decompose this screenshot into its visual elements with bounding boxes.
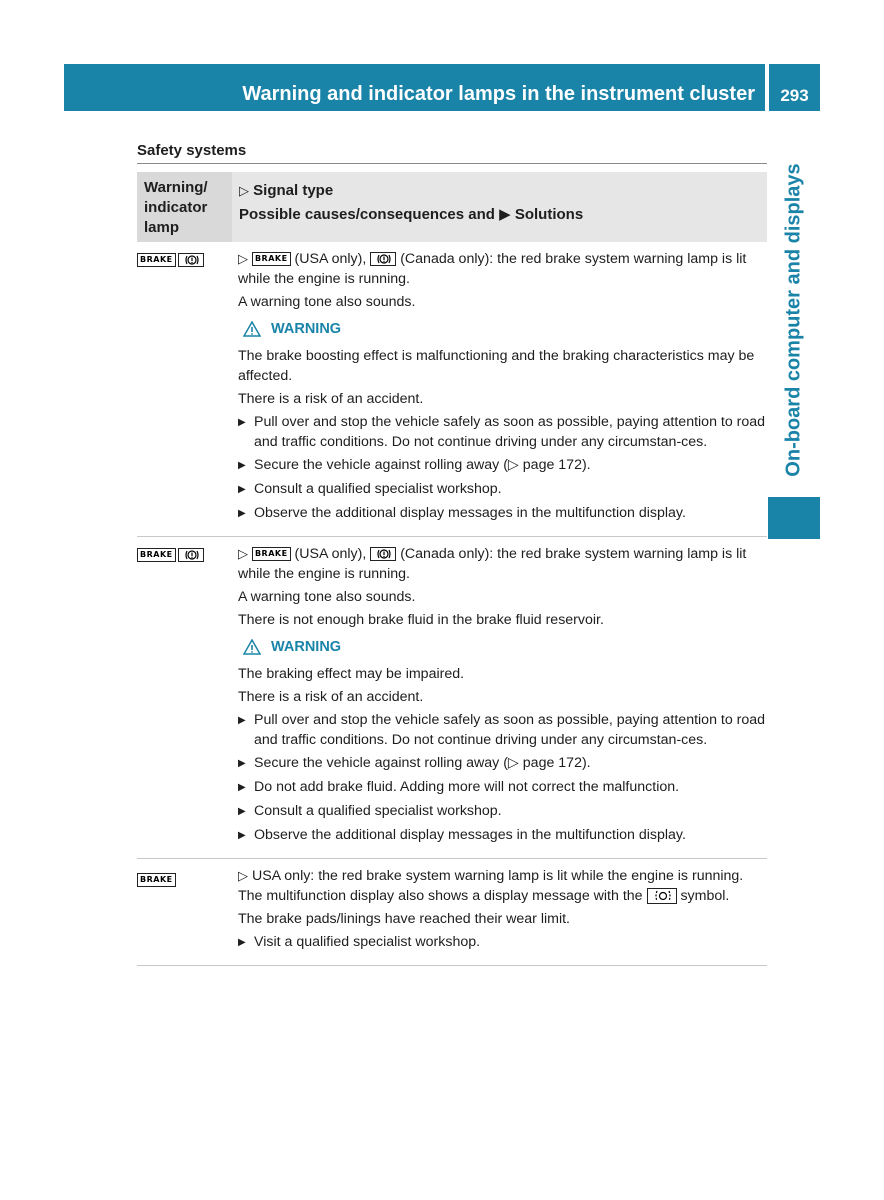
brake-circle-icon bbox=[178, 253, 204, 267]
list-item bbox=[238, 825, 767, 846]
warning-triangle-icon bbox=[243, 639, 261, 655]
symbol-text: symbol. bbox=[680, 888, 730, 904]
tone-text: A warning tone also sounds. bbox=[238, 294, 416, 310]
brake-lamp-icon: BRAKE bbox=[137, 873, 176, 887]
header-signal-type: Signal type bbox=[253, 182, 334, 199]
warning-text: The braking effect may be impaired. bbox=[238, 666, 465, 682]
brake-pad-wear-icon bbox=[647, 888, 677, 904]
signal-text-usa: (USA only), bbox=[294, 546, 367, 562]
side-tab-label: On-board computer and displays bbox=[782, 163, 805, 477]
bullet-arrow-icon: ▶ bbox=[238, 417, 246, 428]
list-item bbox=[238, 503, 767, 524]
bullet-arrow-icon: ▶ bbox=[238, 508, 246, 519]
signal-cell bbox=[238, 537, 767, 858]
tone-text: A warning tone also sounds. bbox=[238, 589, 416, 605]
page-header-title: Warning and indicator lamps in the instrument cluster bbox=[242, 83, 755, 105]
header-causes: Possible causes/consequences and bbox=[239, 206, 495, 223]
signal-text-canada: (Canada only): the red brake system warning lamp is lit while the engine is running. bbox=[238, 546, 747, 582]
bullet-arrow-icon: ▶ bbox=[238, 782, 246, 793]
signal-description bbox=[238, 249, 767, 289]
bullet-text: Secure the vehicle against rolling away (▷ page 172). bbox=[254, 755, 591, 771]
side-tab bbox=[768, 150, 820, 490]
side-tab-marker bbox=[768, 497, 820, 539]
bullet-text: Visit a qualified specialist workshop. bbox=[254, 934, 481, 950]
solution-arrow-icon: ▶ bbox=[499, 206, 511, 223]
page-number-box bbox=[769, 64, 820, 111]
warning-label: WARNING bbox=[271, 639, 342, 655]
risk-text: There is a risk of an accident. bbox=[238, 689, 424, 705]
header-signal-column bbox=[232, 172, 767, 242]
warning-text: The brake boosting effect is malfunctioning and the braking characteristics may be affected. bbox=[238, 348, 755, 384]
signal-description bbox=[238, 544, 767, 584]
list-item bbox=[238, 710, 767, 750]
signal-triangle-icon: ▷ bbox=[238, 546, 248, 561]
brake-lamp-icon: BRAKE bbox=[252, 252, 291, 266]
lamp-table bbox=[137, 172, 767, 966]
bullet-arrow-icon: ▶ bbox=[238, 715, 246, 726]
header-lamp-column: Warning/ indicator lamp bbox=[137, 172, 232, 242]
bullet-text: Secure the vehicle against rolling away (▷ page 172). bbox=[254, 457, 591, 473]
bullet-arrow-icon: ▶ bbox=[238, 460, 246, 471]
section-divider bbox=[137, 163, 767, 164]
bullet-arrow-icon: ▶ bbox=[238, 937, 246, 948]
bullet-text: Consult a qualified specialist workshop. bbox=[254, 481, 502, 497]
signal-cell bbox=[238, 242, 767, 536]
signal-text-canada: (Canada only): the red brake system warning lamp is lit while the engine is running. bbox=[238, 251, 747, 287]
warning-label: WARNING bbox=[271, 321, 342, 337]
warning-heading bbox=[243, 318, 767, 340]
lamp-cell bbox=[137, 242, 238, 536]
signal-description bbox=[238, 866, 767, 906]
warning-triangle-icon bbox=[243, 321, 261, 337]
table-row bbox=[137, 537, 767, 859]
signal-triangle-icon: ▷ bbox=[239, 183, 249, 198]
bullet-text: Consult a qualified specialist workshop. bbox=[254, 803, 502, 819]
brake-circle-icon bbox=[178, 548, 204, 562]
lamp-cell bbox=[137, 859, 238, 965]
warning-heading bbox=[243, 636, 767, 658]
bullet-arrow-icon: ▶ bbox=[238, 806, 246, 817]
list-item bbox=[238, 412, 767, 452]
signal-text-usa: (USA only), bbox=[294, 251, 367, 267]
brake-lamp-icon: BRAKE bbox=[137, 253, 176, 267]
table-header bbox=[137, 172, 767, 242]
bullet-text: Observe the additional display messages in the multifunction display. bbox=[254, 505, 686, 521]
list-item bbox=[238, 777, 767, 798]
signal-text-usa: USA only: the red brake system warning lamp is lit while the engine is running. The multifunction display also shows a display message with the bbox=[238, 868, 744, 904]
list-item bbox=[238, 932, 767, 953]
bullet-text: Do not add brake fluid. Adding more will not correct the malfunction. bbox=[254, 779, 680, 795]
brake-circle-icon bbox=[370, 252, 396, 266]
signal-triangle-icon: ▷ bbox=[238, 251, 248, 266]
list-item bbox=[238, 455, 767, 476]
bullet-arrow-icon: ▶ bbox=[238, 484, 246, 495]
list-item bbox=[238, 801, 767, 822]
cause-text: There is not enough brake fluid in the brake fluid reservoir. bbox=[238, 612, 604, 628]
bullet-text: Observe the additional display messages in the multifunction display. bbox=[254, 827, 686, 843]
lamp-cell bbox=[137, 537, 238, 858]
section-title: Safety systems bbox=[137, 142, 247, 159]
bullet-arrow-icon: ▶ bbox=[238, 830, 246, 841]
bullet-arrow-icon: ▶ bbox=[238, 758, 246, 769]
brake-lamp-icon: BRAKE bbox=[137, 548, 176, 562]
bullet-text: Pull over and stop the vehicle safely as soon as possible, paying attention to road and traffic conditions. Do not continue driving under any circumstan-ces. bbox=[254, 414, 766, 450]
list-item bbox=[238, 479, 767, 500]
table-row bbox=[137, 242, 767, 537]
header-solutions: Solutions bbox=[514, 206, 584, 223]
cause-text: The brake pads/linings have reached their wear limit. bbox=[238, 911, 570, 927]
table-row bbox=[137, 859, 767, 966]
header-bar bbox=[64, 64, 765, 111]
signal-cell bbox=[238, 859, 767, 965]
bullet-text: Pull over and stop the vehicle safely as soon as possible, paying attention to road and traffic conditions. Do not continue driving under any circumstan-ces. bbox=[254, 712, 766, 748]
brake-lamp-icon: BRAKE bbox=[252, 547, 291, 561]
risk-text: There is a risk of an accident. bbox=[238, 391, 424, 407]
brake-circle-icon bbox=[370, 547, 396, 561]
page-number: 293 bbox=[780, 86, 809, 105]
signal-triangle-icon: ▷ bbox=[238, 868, 248, 883]
list-item bbox=[238, 753, 767, 774]
